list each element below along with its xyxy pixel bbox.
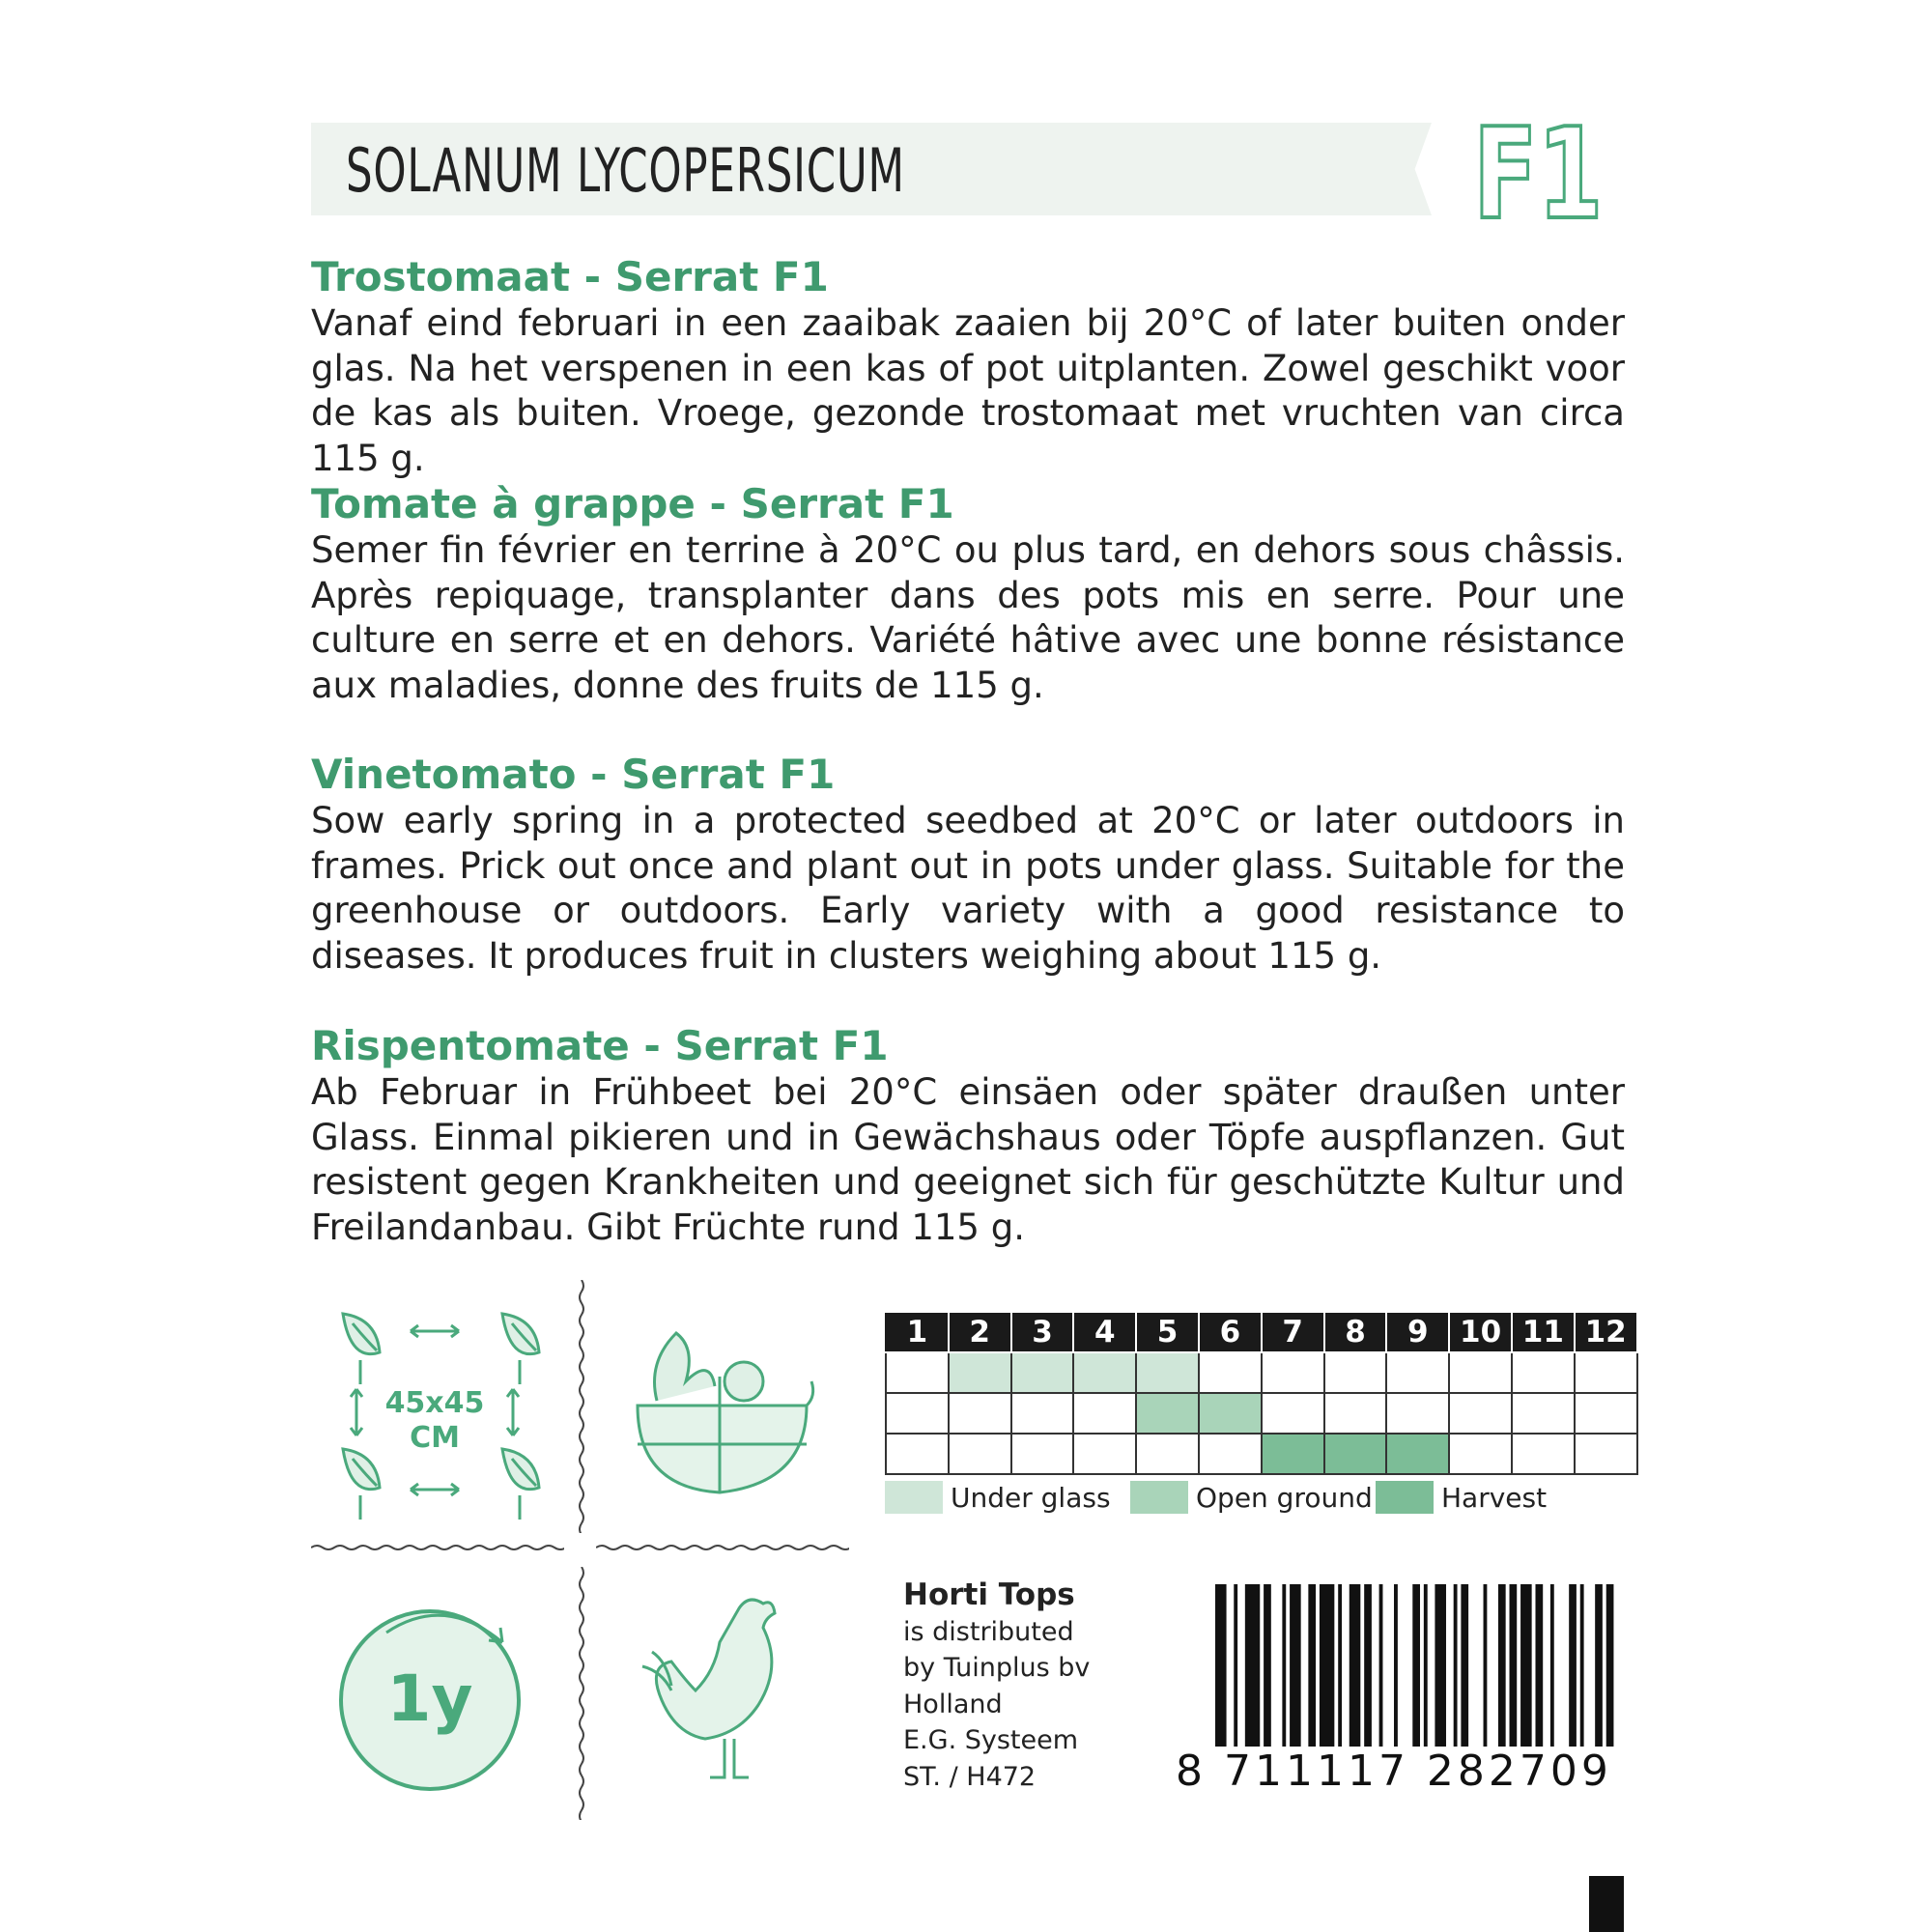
month-header: 6 <box>1199 1312 1262 1352</box>
legend-swatch <box>1130 1481 1188 1514</box>
f1-badge: F1 <box>1473 100 1604 247</box>
legend-open-ground <box>1130 1481 1373 1514</box>
calendar-cell <box>1199 1352 1262 1393</box>
barcode-bar <box>1290 1584 1301 1748</box>
calendar-cell <box>1575 1352 1637 1393</box>
legend-label: Harvest <box>1441 1481 1548 1514</box>
calendar-cell <box>1324 1352 1387 1393</box>
barcode-bar <box>1461 1584 1468 1748</box>
calendar-cell <box>949 1393 1011 1434</box>
barcode-bar <box>1379 1584 1383 1748</box>
spacing-unit: CM <box>410 1421 460 1455</box>
section-dutch <box>311 253 1625 481</box>
barcode-bar <box>1535 1584 1543 1748</box>
calendar-cell <box>1136 1434 1199 1474</box>
calendar-cell <box>1011 1393 1074 1434</box>
calendar-row <box>886 1352 1637 1393</box>
month-header: 1 <box>886 1312 949 1352</box>
distributor-line: by Tuinplus bv <box>903 1653 1091 1683</box>
calendar-cell <box>1386 1393 1449 1434</box>
calendar-cell <box>1512 1393 1575 1434</box>
calendar-cell <box>1324 1434 1387 1474</box>
lifecycle-label: 1y <box>386 1662 473 1736</box>
section-title: Tomate à grappe - Serrat F1 <box>311 480 954 527</box>
plant-spacing-icon <box>324 1304 555 1526</box>
distributor-line: ST. / H472 <box>903 1761 1037 1792</box>
calendar-cell <box>1199 1393 1262 1434</box>
section-title: Rispentomate - Serrat F1 <box>311 1022 889 1069</box>
calendar-cell <box>1262 1434 1324 1474</box>
section-english <box>311 751 1625 979</box>
calendar-row <box>886 1434 1637 1474</box>
bowl-icon <box>628 1319 821 1502</box>
barcode-bar <box>1338 1584 1342 1748</box>
month-header: 8 <box>1324 1312 1387 1352</box>
calendar-cell <box>886 1434 949 1474</box>
distributor-line: Holland <box>903 1689 1003 1719</box>
legend-under-glass <box>885 1481 1111 1514</box>
calendar-cell <box>1011 1434 1074 1474</box>
calendar-cell <box>1199 1434 1262 1474</box>
calendar-cell <box>1386 1352 1449 1393</box>
section-text: Vanaf eind februari in een zaaibak zaaien bij 20°C of later buiten onder glas. Na het verspenen in een kas of pot uitplanten. Zowel geschikt voor de kas als buiten. Vroege, gezonde trostomaat met vruchten van circa 115 g. <box>311 302 1625 479</box>
barcode-bar <box>1264 1584 1271 1748</box>
calendar-cell <box>1512 1352 1575 1393</box>
calendar-cell <box>1575 1393 1637 1434</box>
barcode-bar <box>1394 1584 1398 1748</box>
barcode-bar <box>1498 1584 1506 1748</box>
legend-label: Under glass <box>951 1481 1111 1514</box>
calendar-cell <box>1073 1393 1136 1434</box>
wavy-divider <box>596 1543 849 1552</box>
calendar-cell <box>1324 1393 1387 1434</box>
calendar-cell <box>1073 1352 1136 1393</box>
barcode-bar <box>1412 1584 1420 1748</box>
rooster-icon <box>633 1589 816 1792</box>
section-german <box>311 1022 1625 1250</box>
section-text: Sow early spring in a protected seedbed at 20°C or later outdoors in frames. Prick out once and plant out in pots under glass. Suitable for the greenhouse or outdoors. Early variety with a good resistance to diseases. It produces fruit in clusters weighing about 115 g. <box>311 800 1625 977</box>
wavy-divider <box>577 1280 586 1533</box>
calendar-cell <box>1386 1434 1449 1474</box>
barcode-bar <box>1245 1584 1260 1748</box>
barcode-bar <box>1550 1584 1554 1748</box>
legend-swatch <box>885 1481 943 1514</box>
section-title: Trostomaat - Serrat F1 <box>311 253 829 300</box>
month-header: 11 <box>1512 1312 1575 1352</box>
barcode-number <box>1174 1747 1614 1796</box>
annual-cycle-icon <box>328 1594 531 1797</box>
wavy-divider <box>311 1543 564 1552</box>
calendar-cell <box>1512 1434 1575 1474</box>
brand-name: Horti Tops <box>903 1577 1075 1612</box>
month-header: 3 <box>1011 1312 1074 1352</box>
barcode-bar <box>1510 1584 1518 1748</box>
calendar-cell <box>886 1352 949 1393</box>
section-text: Ab Februar in Frühbeet bei 20°C einsäen oder später draußen unter Glass. Einmal pikieren und in Gewächshaus oder Töpfe auspflanzen. Gut resistent gegen Krankheiten und geeignet sich für geschützte Kultur und Freilandanbau. Gibt Früchte rund 115 g. <box>311 1071 1625 1248</box>
barcode-bar <box>1364 1584 1372 1748</box>
calendar-cell <box>1575 1434 1637 1474</box>
rooster-drawing <box>633 1589 816 1792</box>
month-header: 10 <box>1449 1312 1512 1352</box>
month-header: 2 <box>949 1312 1011 1352</box>
calendar-cell <box>1136 1393 1199 1434</box>
month-header: 5 <box>1136 1312 1199 1352</box>
spacing-value: 45x45 <box>384 1386 485 1420</box>
calendar-cell <box>1073 1434 1136 1474</box>
month-header: 12 <box>1575 1312 1637 1352</box>
barcode-bar <box>1320 1584 1334 1748</box>
calendar-cell <box>886 1393 949 1434</box>
barcode-bar <box>1282 1584 1286 1748</box>
calendar-cell <box>1011 1352 1074 1393</box>
barcode-bar <box>1569 1584 1577 1748</box>
calendar-cell <box>1449 1352 1512 1393</box>
distributor-line: is distributed <box>903 1616 1074 1647</box>
vegetable-bowl-icon <box>628 1319 821 1502</box>
calendar-cell <box>1136 1352 1199 1393</box>
section-french <box>311 480 1625 708</box>
barcode-bar <box>1454 1584 1458 1748</box>
distributor-info <box>903 1577 1090 1795</box>
calendar-cell <box>949 1434 1011 1474</box>
barcode-bar <box>1484 1584 1488 1748</box>
calendar-cell <box>1262 1352 1324 1393</box>
barcode-bar <box>1520 1584 1532 1748</box>
print-mark <box>1589 1876 1624 1932</box>
latin-name: SOLANUM LYCOPERSICUM <box>346 135 905 206</box>
wavy-divider <box>577 1567 586 1820</box>
spacing-label <box>382 1386 488 1456</box>
month-header: 4 <box>1073 1312 1136 1352</box>
calendar-cell <box>949 1352 1011 1393</box>
barcode-bar <box>1308 1584 1316 1748</box>
barcode-digits: 8 711117 282709 <box>1176 1747 1612 1796</box>
sowing-calendar <box>885 1311 1638 1475</box>
month-header: 7 <box>1262 1312 1324 1352</box>
calendar-cell <box>1449 1434 1512 1474</box>
section-text: Semer fin février en terrine à 20°C ou plus tard, en dehors sous châssis. Après repiquage, transplanter dans des pots mis en serre. Pour une culture en serre et en dehors. Variété hâtive avec une bonne résistance aux maladies, donne des fruits de 115 g. <box>311 529 1625 706</box>
distributor-line: E.G. Systeem <box>903 1725 1079 1755</box>
calendar-cell <box>1449 1393 1512 1434</box>
calendar-row <box>886 1393 1637 1434</box>
legend-swatch <box>1376 1481 1434 1514</box>
legend-harvest <box>1376 1481 1547 1514</box>
barcode-bar <box>1350 1584 1361 1748</box>
section-title: Vinetomato - Serrat F1 <box>311 751 836 798</box>
legend-label: Open ground <box>1196 1481 1373 1514</box>
calendar-cell <box>1262 1393 1324 1434</box>
month-header: 9 <box>1386 1312 1449 1352</box>
barcode-bar <box>1580 1584 1584 1748</box>
